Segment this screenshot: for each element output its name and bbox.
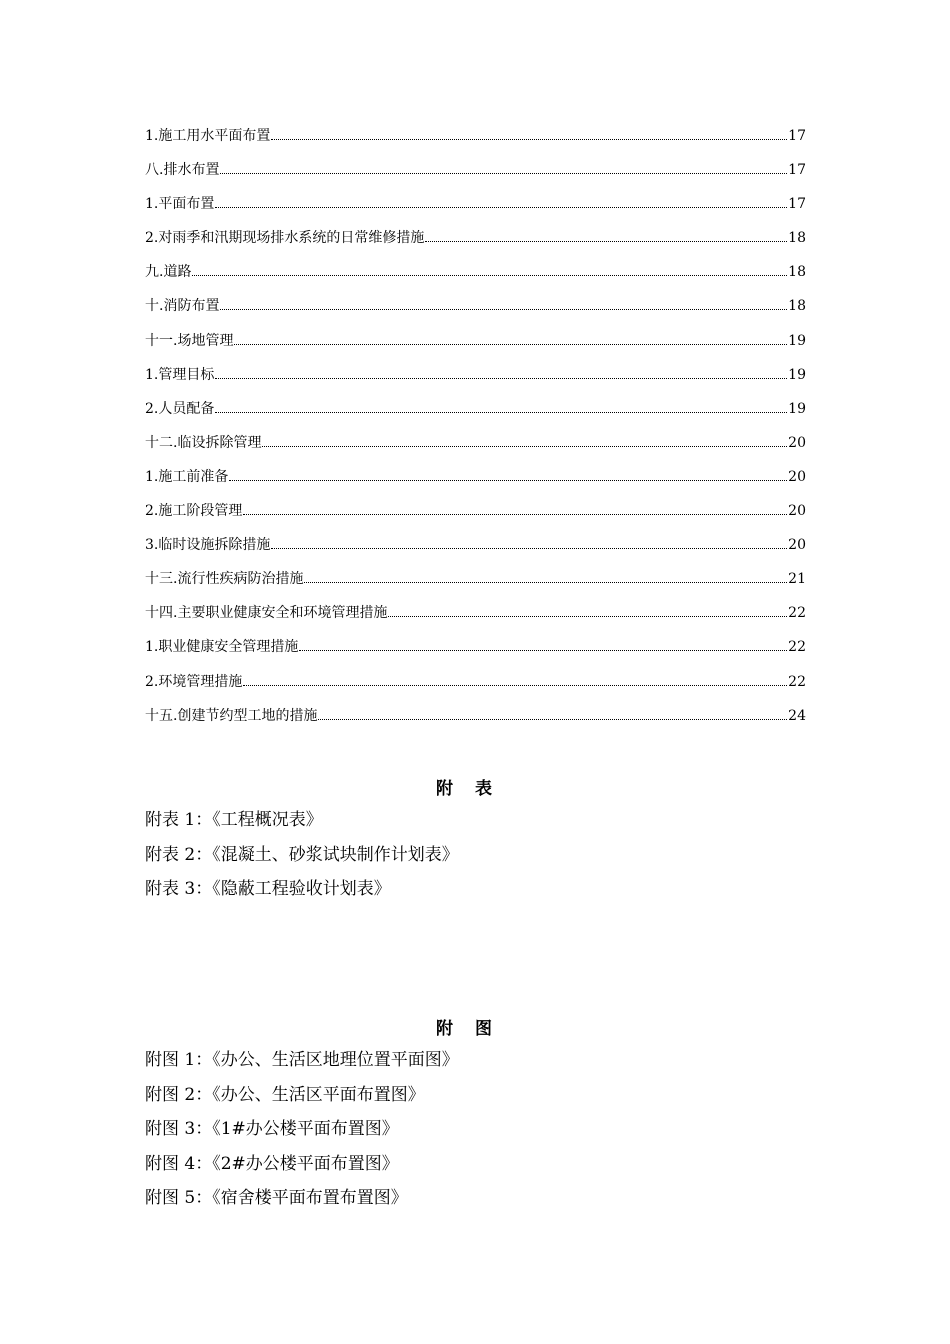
toc-entry[interactable] [145,363,806,397]
toc-entry-title: 2.施工阶段管理 [145,503,243,520]
toc-entry-title: 2.对雨季和汛期现场排水系统的日常维修措施 [145,230,425,247]
toc-entry-page-number: 22 [788,605,806,622]
toc-entry-title: 十四.主要职业健康安全和环境管理措施 [145,605,388,622]
toc-entry-page-number: 18 [788,264,806,281]
toc-entry-page-number: 18 [788,230,806,247]
toc-entry-page-number: 17 [788,128,806,144]
toc-entry-title: 十.消防布置 [145,298,220,315]
toc-leader-dots [262,445,787,447]
appendix-figure-item: 附图 5：《宿舍楼平面布置布置图》 [145,1188,408,1208]
toc-entry-title: 十五.创建节约型工地的措施 [145,707,318,724]
toc-leader-dots [192,274,787,276]
toc-entry-title: 1.平面布置 [145,196,215,213]
toc-leader-dots [299,649,787,651]
toc-entry-page-number: 20 [788,468,806,485]
toc-leader-dots [388,615,787,617]
toc-entry-page-number: 22 [788,673,806,690]
toc-entry[interactable] [145,397,806,431]
toc-leader-dots [220,172,787,174]
toc-entry-title: 1.职业健康安全管理措施 [145,639,299,656]
toc-entry-page-number: 20 [788,503,806,520]
toc-leader-dots [243,513,787,515]
appendix-tables-heading: 附表 [436,779,514,799]
toc-leader-dots [271,547,787,549]
toc-entry[interactable] [145,260,806,294]
toc-entry-page-number: 24 [788,707,806,724]
toc-entry[interactable] [145,124,806,158]
toc-entry-page-number: 21 [788,571,806,588]
toc-leader-dots [215,411,787,413]
toc-entry[interactable] [145,192,806,226]
toc-entry-title: 十二.临设拆除管理 [145,434,262,451]
appendix-figures-heading: 附图 [436,1019,514,1039]
toc-entry-title: 八.排水布置 [145,162,220,179]
toc-entry[interactable] [145,635,806,669]
appendix-figure-item: 附图 3：《1#办公楼平面布置图》 [145,1119,399,1139]
table-of-contents [145,124,806,738]
toc-entry-title: 2.环境管理措施 [145,673,243,690]
toc-leader-dots [215,206,787,208]
appendix-tables-list [145,807,845,911]
toc-entry[interactable] [145,533,806,567]
toc-entry-title: 2.人员配备 [145,400,215,417]
toc-entry-page-number: 20 [788,434,806,451]
appendix-table-item: 附表 3：《隐蔽工程验收计划表》 [145,879,391,899]
toc-leader-dots [234,343,787,345]
appendix-figure-item: 附图 1：《办公、生活区地理位置平面图》 [145,1050,459,1070]
toc-entry[interactable] [145,431,806,465]
toc-entry-title: 九.道路 [145,264,192,281]
toc-entry-title: 3.临时设施拆除措施 [145,537,271,554]
toc-entry-page-number: 19 [788,366,806,383]
toc-entry[interactable] [145,601,806,635]
appendix-table-item: 附表 2：《混凝土、砂浆试块制作计划表》 [145,844,459,865]
toc-entry[interactable] [145,567,806,601]
toc-entry[interactable] [145,670,806,704]
toc-entry-title: 1.施工前准备 [145,468,229,485]
toc-leader-dots [229,479,787,481]
toc-entry-page-number: 22 [788,639,806,656]
toc-leader-dots [215,377,787,379]
appendix-figure-item: 附图 2：《办公、生活区平面布置图》 [145,1084,425,1105]
toc-entry[interactable] [145,226,806,260]
toc-entry-title: 1.管理目标 [145,366,215,383]
toc-entry-page-number: 20 [788,537,806,554]
toc-entry-title: 1.施工用水平面布置 [145,128,271,144]
toc-entry[interactable] [145,465,806,499]
toc-leader-dots [271,138,787,140]
toc-entry[interactable] [145,329,806,363]
toc-leader-dots [425,240,787,242]
toc-entry[interactable] [145,158,806,192]
toc-entry-page-number: 18 [788,298,806,315]
toc-entry-title: 十一.场地管理 [145,332,234,349]
appendix-figures-list [145,1047,845,1220]
toc-leader-dots [318,718,787,720]
toc-entry[interactable] [145,704,806,738]
appendix-table-item: 附表 1：《工程概况表》 [145,810,323,830]
toc-entry-title: 十三.流行性疾病防治措施 [145,571,304,588]
toc-entry-page-number: 17 [788,196,806,213]
toc-entry-page-number: 17 [788,162,806,179]
appendix-figure-item: 附图 4：《2#办公楼平面布置图》 [145,1153,399,1174]
toc-entry[interactable] [145,499,806,533]
toc-leader-dots [220,308,787,310]
toc-entry-page-number: 19 [788,332,806,349]
toc-leader-dots [243,684,787,686]
toc-entry-page-number: 19 [788,400,806,417]
toc-entry[interactable] [145,294,806,328]
toc-leader-dots [304,581,787,583]
